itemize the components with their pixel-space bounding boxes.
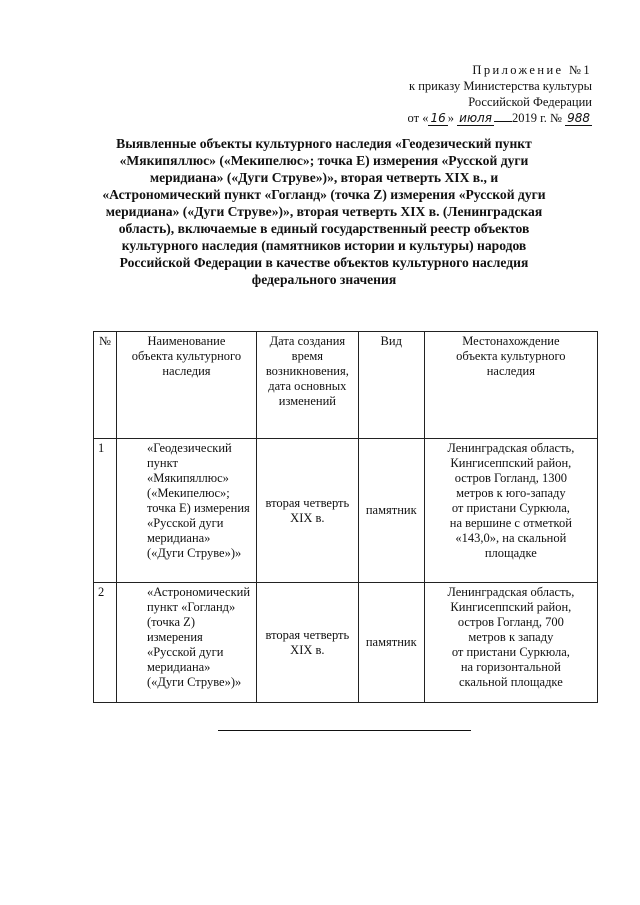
object-name: «Астрономический пункт «Гогланд» (точка Z) измерения «Русской дуги меридиана» («Дуги Струве»)» — [116, 583, 256, 703]
date-year: 2019 г. № — [511, 111, 562, 125]
appendix-federation-line: Российской Федерации — [468, 95, 592, 109]
date-day-handwritten: 16 — [430, 111, 446, 125]
header-number: № — [94, 332, 117, 439]
document-title: Выявленные объекты культурного наследия «Геодезический пункт «Мякипяллюс» («Мекипелюс»; точка Е) измерения «Русской дуги меридиана» («Дуги Струве»)», вторая четверть XIX в., и «Астрономический пункт «Гогланд» (точка Z) измерения «Русской дуги меридиана» («Дуги Струве»)», вторая четверть XIX в. (Ленинградская область), включаемые в единый государственный реестр объектов культурного наследия (памятников истории и культуры) народов Российской Федерации в качестве объектов культурного наследия федерального значения — [102, 136, 546, 287]
object-date: вторая четверть XIX в. — [256, 583, 358, 703]
date-blank-line — [494, 121, 512, 122]
closing-rule — [218, 730, 471, 731]
order-number-handwritten: 988 — [567, 111, 590, 125]
heritage-objects-table — [93, 331, 598, 703]
date-prefix: от « — [407, 111, 429, 125]
object-location: Ленинградская область, Кингисеппский район, остров Гогланд, 700 метров к западу от пристани Суркюла, на горизонтальной скальной площадке — [424, 583, 597, 703]
appendix-title: Приложение №1 — [472, 63, 592, 77]
header-type: Вид — [358, 332, 424, 439]
appendix-block — [408, 62, 592, 126]
table-row — [94, 439, 598, 583]
row-number: 2 — [94, 583, 117, 703]
object-date: вторая четверть XIX в. — [256, 439, 358, 583]
object-type: памятник — [358, 439, 424, 583]
object-location: Ленинградская область, Кингисеппский район, остров Гогланд, 1300 метров к юго-западу от пристани Суркюла, на вершине с отметкой «143,0», на скальной площадке — [424, 439, 597, 583]
object-type: памятник — [358, 583, 424, 703]
appendix-order-line: к приказу Министерства культуры — [409, 79, 592, 93]
date-month-handwritten: июля — [459, 111, 492, 125]
header-name: Наименование объекта культурного наследия — [116, 332, 256, 439]
table-row — [94, 583, 598, 703]
header-location: Местонахождение объекта культурного наследия — [424, 332, 597, 439]
row-number: 1 — [94, 439, 117, 583]
table-header-row — [94, 332, 598, 439]
object-name: «Геодезический пункт «Мякипяллюс» («Мекипелюс»; точка Е) измерения «Русской дуги меридиана» («Дуги Струве»)» — [116, 439, 256, 583]
appendix-date-line — [408, 110, 592, 126]
header-date: Дата создания время возникновения, дата основных изменений — [256, 332, 358, 439]
date-mid: » — [447, 111, 455, 125]
